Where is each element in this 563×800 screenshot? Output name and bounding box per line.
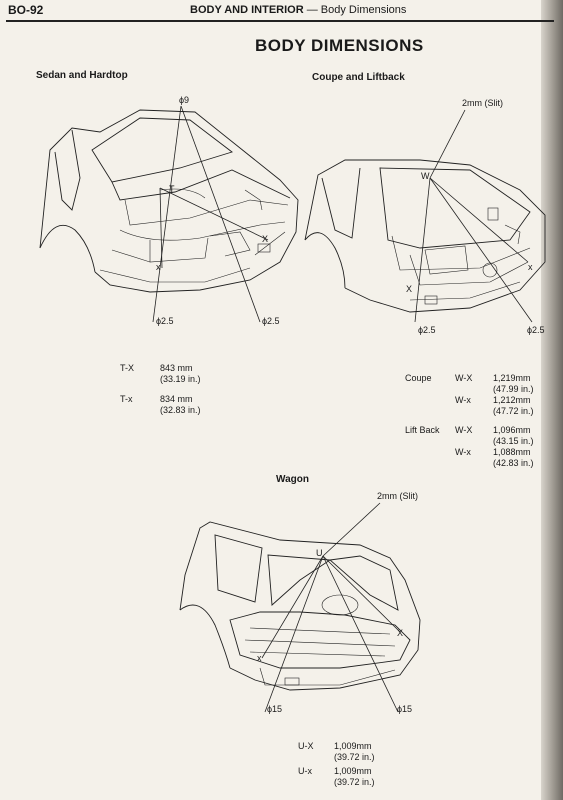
sedan-point-T: T [169,184,175,194]
coupe-heading: Coupe and Liftback [312,72,405,83]
measurement-label: W-x [455,395,471,405]
wagon-measurement-1 [298,741,375,763]
wagon-point-U: U [316,548,323,558]
coupe-point-W: W [421,171,430,181]
measurement-mm: 1,009mm [334,741,372,751]
page-title: BODY DIMENSIONS [255,36,424,55]
sedan-hole-left-label: ϕ2.5 [156,316,174,326]
measurement-in: (42.83 in.) [493,458,534,468]
wagon-heading: Wagon [276,474,309,485]
wagon-measurement-2 [298,766,375,788]
coupe-point-X: X [406,284,413,294]
coupe-hole-left-label: ϕ2.5 [418,325,436,335]
sedan-point-X: X [262,234,269,244]
model-label: Lift Back [405,425,440,435]
measurement-label: W-x [455,447,471,457]
measurement-mm: 1,088mm [493,447,531,457]
measurement-mm: 1,009mm [334,766,372,776]
coupe-hole-right-label: ϕ2.5 [527,325,545,335]
measurement-label: T-X [120,363,135,373]
wagon-point-x: x [257,653,262,663]
sedan-hole-top-label: ϕ9 [179,95,190,105]
measurement-mm: 1,212mm [493,395,531,405]
model-label: Coupe [405,373,432,383]
measurement-in: (32.83 in.) [160,405,201,415]
wagon-hole-left-label: ϕ15 [267,704,283,714]
measurement-label: W-X [455,373,473,383]
measurement-label: U-X [298,741,314,751]
sedan-hole-right-label: ϕ2.5 [262,316,280,326]
measurement-mm: 834 mm [160,394,193,404]
measurement-in: (33.19 in.) [160,374,201,384]
measurement-label: U-x [298,766,312,776]
page-code: BO-92 [8,3,44,17]
sedan-point-x: x [156,262,161,272]
measurement-label: T-x [120,394,133,404]
wagon-point-X: X [397,628,404,638]
section-subtitle: — Body Dimensions [306,4,407,16]
measurement-in: (43.15 in.) [493,436,534,446]
sedan-heading: Sedan and Hardtop [36,70,128,81]
measurement-in: (47.99 in.) [493,384,534,394]
measurement-label: W-X [455,425,473,435]
wagon-slit-label: 2mm (Slit) [377,491,418,501]
section-title: BODY AND INTERIOR [190,4,304,16]
coupe-slit-label: 2mm (Slit) [462,98,503,108]
measurement-in: (39.72 in.) [334,777,375,787]
wagon-hole-right-label: ϕ15 [397,704,413,714]
measurement-in: (47.72 in.) [493,406,534,416]
measurement-mm: 1,096mm [493,425,531,435]
measurement-in: (39.72 in.) [334,752,375,762]
coupe-point-x: x [528,262,533,272]
measurement-mm: 1,219mm [493,373,531,383]
measurement-mm: 843 mm [160,363,193,373]
